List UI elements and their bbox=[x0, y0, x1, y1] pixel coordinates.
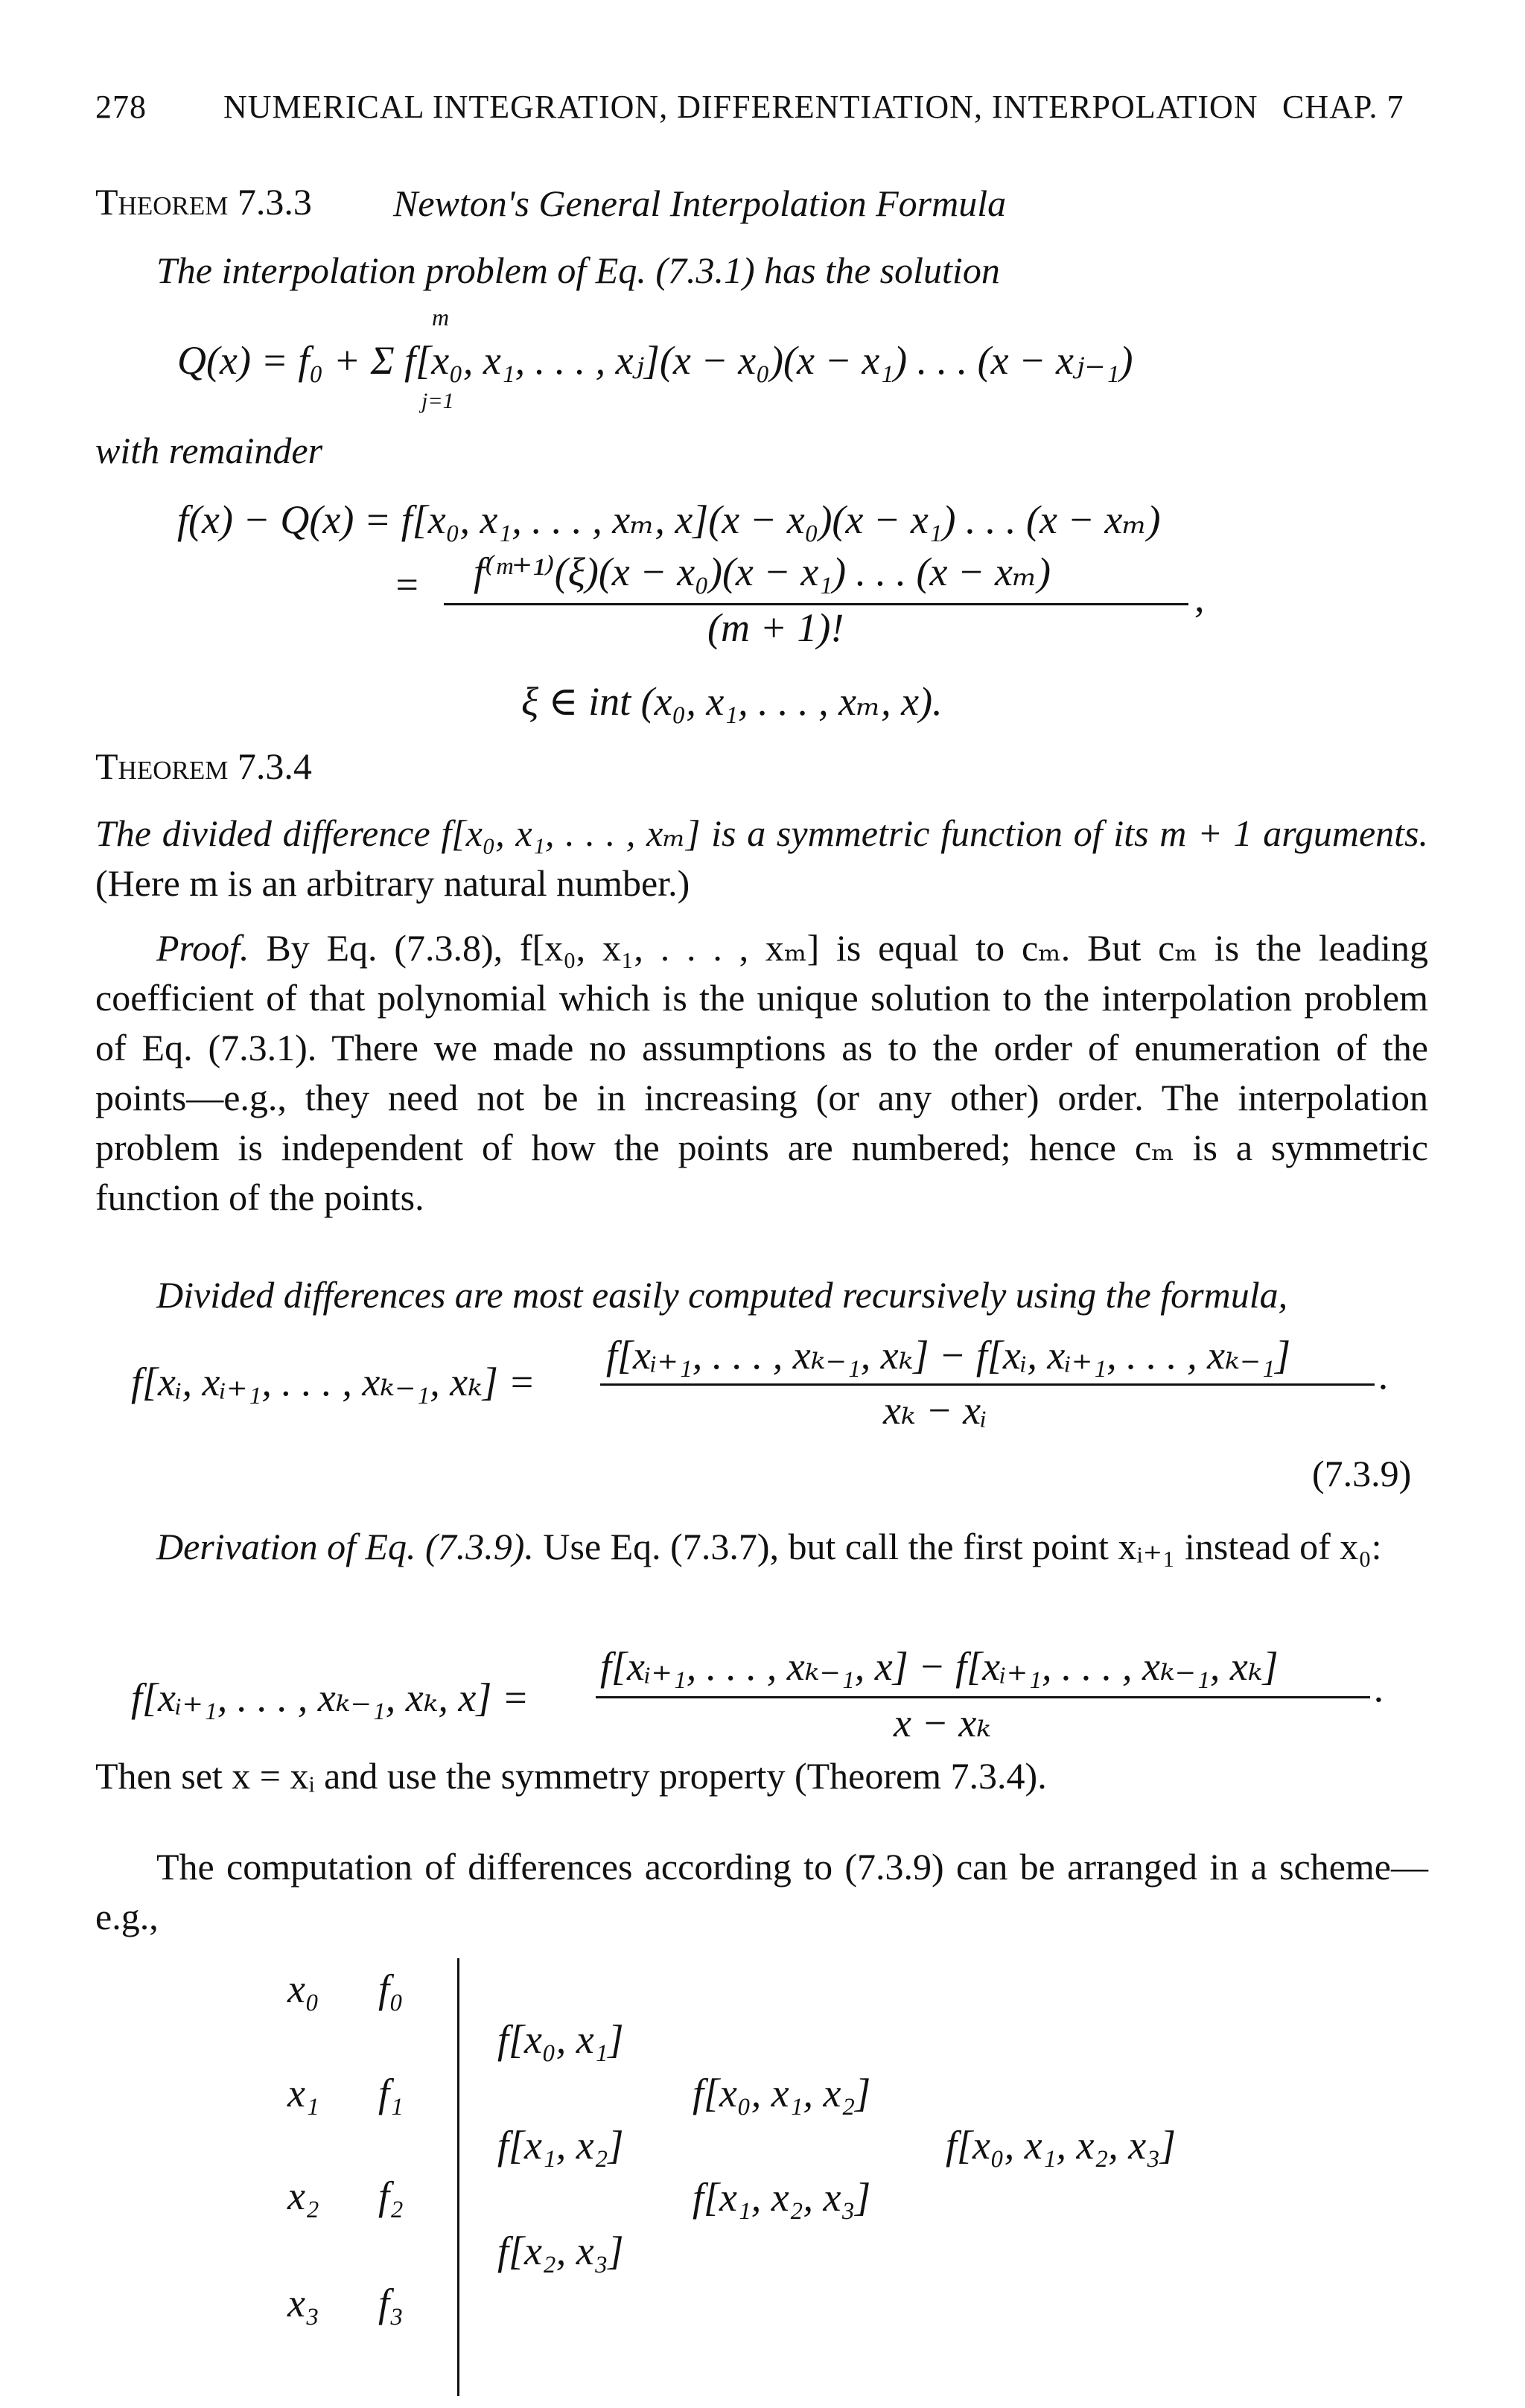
remainder-label: with remainder bbox=[95, 430, 323, 471]
theorem-734-statement bbox=[95, 809, 1428, 908]
scheme-value: f₀ bbox=[378, 1966, 404, 2011]
scheme-value: f₂ bbox=[378, 2173, 404, 2218]
scheme-second-order: f[x₀, x₁, x₂] bbox=[693, 2071, 871, 2115]
derivation-numerator: f[xᵢ₊₁, . . . , xₖ₋₁, x] − f[xᵢ₊₁, . . . , xₖ₋₁, xₖ] bbox=[600, 1644, 1279, 1689]
derivation-period: . bbox=[1375, 1666, 1385, 1710]
recursion-period: . bbox=[1379, 1353, 1389, 1398]
theorem-733-label: Theorem 7.3.3 bbox=[95, 181, 312, 223]
proof-paragraph bbox=[95, 923, 1428, 1223]
newton-formula: Q(x) = f₀ + Σ f[x₀, x₁, . . . , xⱼ](x − x₀)(x − x₁) . . . (x − xⱼ₋₁) bbox=[177, 338, 1133, 383]
remainder-equals: = bbox=[393, 562, 421, 607]
scheme-value: f₁ bbox=[378, 2071, 404, 2115]
derivation-text: Use Eq. (7.3.7), but call the first point xᵢ₊₁ instead of x₀: bbox=[543, 1526, 1382, 1567]
remainder-comma: , bbox=[1194, 576, 1205, 620]
recursion-numerator: f[xᵢ₊₁, . . . , xₖ₋₁, xₖ] − f[xᵢ, xᵢ₊₁, . . . , xₖ₋₁] bbox=[606, 1333, 1291, 1377]
scheme-point: x₃ bbox=[287, 2281, 319, 2325]
derivation-fraction-bar bbox=[596, 1696, 1370, 1698]
scheme-third-order: f[x₀, x₁, x₂, x₃] bbox=[946, 2123, 1176, 2167]
proof-label: Proof. bbox=[156, 927, 249, 969]
derivation-then: Then set x = xᵢ and use the symmetry property (Theorem 7.3.4). bbox=[95, 1755, 1047, 1797]
remainder-denominator: (m + 1)! bbox=[707, 605, 844, 650]
running-title: NUMERICAL INTEGRATION, DIFFERENTIATION, INTERPOLATION bbox=[223, 89, 1258, 125]
theorem-734-italic: The divided difference f[x₀, x₁, . . . , xₘ] is a symmetric function of its m + 1 arguments. bbox=[95, 812, 1428, 854]
theorem-733-title: Newton's General Interpolation Formula bbox=[393, 182, 1007, 224]
scheme-divider bbox=[457, 1958, 459, 2396]
recursion-denominator: xₖ − xᵢ bbox=[883, 1388, 987, 1433]
theorem-734-label: Theorem 7.3.4 bbox=[95, 745, 312, 787]
derivation-lhs: f[xᵢ₊₁, . . . , xₖ₋₁, xₖ, x] = bbox=[131, 1675, 529, 1720]
recursion-fraction-bar bbox=[600, 1383, 1375, 1386]
sum-upper-limit: m bbox=[432, 304, 450, 331]
chapter-label: CHAP. 7 bbox=[1282, 89, 1404, 125]
sum-lower-limit: j=1 bbox=[421, 389, 454, 413]
scheme-value: f₃ bbox=[378, 2281, 404, 2325]
derivation-denominator: x − xₖ bbox=[894, 1701, 992, 1745]
scheme-first-order: f[x₂, x₃] bbox=[497, 2229, 624, 2273]
recursion-intro: Divided differences are most easily computed recursively using the formula, bbox=[156, 1274, 1288, 1316]
equation-number-739: (7.3.9) bbox=[1312, 1453, 1412, 1494]
recursion-lhs: f[xᵢ, xᵢ₊₁, . . . , xₖ₋₁, xₖ] = bbox=[131, 1360, 535, 1404]
scheme-first-order: f[x₀, x₁] bbox=[497, 2017, 624, 2062]
derivation-paragraph bbox=[95, 1522, 1428, 1572]
remainder-equation: f(x) − Q(x) = f[x₀, x₁, . . . , xₘ, x](x − x₀)(x − x₁) . . . (x − xₘ) bbox=[177, 497, 1161, 542]
scheme-intro: The computation of differences according to (7.3.9) can be arranged in a scheme—e.g., bbox=[95, 1846, 1428, 1937]
scheme-point: x₁ bbox=[287, 2071, 319, 2115]
proof-text: By Eq. (7.3.8), f[x₀, x₁, . . . , xₘ] is equal to cₘ. But cₘ is the leading coefficient of that polynomial which is the unique solution to the interpolation problem of Eq. (7.3.1). There we made no assumptions as to the order of enumeration of the points—e.g., they need not be in increasing (or any other) order. The interpolation problem is independent of how the points are numbered; hence cₘ is a symmetric function of the points. bbox=[95, 927, 1429, 1218]
xi-interval: ξ ∈ int (x₀, x₁, . . . , xₘ, x). bbox=[521, 679, 943, 724]
page-number: 278 bbox=[95, 89, 147, 125]
theorem-733-statement: The interpolation problem of Eq. (7.3.1) has the solution bbox=[156, 249, 1000, 291]
scheme-second-order: f[x₁, x₂, x₃] bbox=[693, 2175, 871, 2220]
scheme-point: x₂ bbox=[287, 2173, 319, 2218]
scheme-first-order: f[x₁, x₂] bbox=[497, 2123, 624, 2167]
remainder-numerator: f⁽ᵐ⁺¹⁾(ξ)(x − x₀)(x − x₁) . . . (x − xₘ) bbox=[474, 550, 1051, 594]
scheme-point: x₀ bbox=[287, 1966, 319, 2011]
derivation-label: Derivation of Eq. (7.3.9). bbox=[156, 1526, 534, 1567]
theorem-734-note: (Here m is an arbitrary natural number.) bbox=[95, 862, 690, 904]
